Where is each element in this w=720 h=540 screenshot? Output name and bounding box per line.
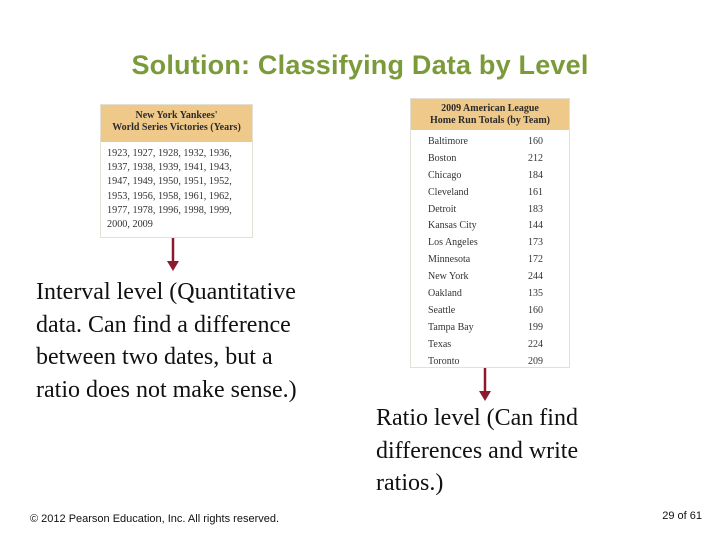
home-run-total: 135 — [528, 288, 543, 300]
al-home-run-table — [410, 98, 570, 368]
home-run-total: 183 — [528, 203, 543, 215]
al-table-header-line: Home Run Totals (by Team) — [429, 114, 551, 126]
al-table-rows — [411, 130, 569, 370]
yankees-years-line: 1953, 1956, 1958, 1961, 1962, — [107, 190, 232, 202]
table-row — [411, 185, 569, 202]
home-run-total: 172 — [528, 254, 543, 266]
table-row — [411, 303, 569, 320]
team-name: Cleveland — [428, 186, 469, 198]
team-name: Los Angeles — [428, 237, 478, 249]
table-row — [411, 151, 569, 168]
table-row — [411, 252, 569, 269]
ratio-text-line: Ratio level (Can find — [376, 405, 578, 431]
yankees-table-header — [101, 105, 252, 142]
yankees-years-line: 1947, 1949, 1950, 1951, 1952, — [107, 176, 232, 188]
ratio-level-text — [376, 402, 578, 500]
interval-text-line: ratio does not make sense.) — [36, 376, 297, 403]
table-row — [411, 168, 569, 185]
home-run-total: 184 — [528, 169, 543, 181]
table-row — [411, 286, 569, 303]
home-run-total: 173 — [528, 237, 543, 249]
interval-text-line: data. Can find a difference — [36, 311, 291, 338]
interval-text-line: between two dates, but a — [36, 344, 273, 370]
team-name: New York — [428, 271, 469, 283]
yankees-years-line: 1937, 1938, 1939, 1941, 1943, — [107, 162, 232, 174]
home-run-total: 209 — [528, 355, 543, 367]
interval-level-text — [36, 276, 297, 406]
interval-text-line: Interval level (Quantitative — [36, 279, 296, 305]
arrow-down-icon — [478, 368, 492, 402]
team-name: Tampa Bay — [428, 321, 474, 333]
yankees-table-header-line: New York Yankees' — [135, 110, 218, 121]
team-name: Texas — [428, 338, 452, 350]
team-name: Chicago — [428, 169, 462, 181]
yankees-years-line: 1923, 1927, 1928, 1932, 1936, — [107, 148, 232, 159]
team-name: Detroit — [428, 203, 457, 215]
slide-title: Solution: Classifying Data by Level — [131, 50, 589, 80]
table-row — [411, 269, 569, 286]
team-name: Minnesota — [428, 254, 471, 266]
yankees-table-body — [101, 142, 252, 232]
team-name: Baltimore — [428, 136, 468, 147]
al-table-header — [411, 99, 569, 130]
table-row — [411, 320, 569, 337]
ratio-text-line: ratios.) — [376, 470, 444, 496]
team-name: Oakland — [428, 288, 462, 300]
arrow-down-icon — [166, 238, 180, 272]
team-name: Kansas City — [428, 220, 477, 232]
table-row — [411, 337, 569, 354]
table-row — [411, 202, 569, 219]
home-run-total: 160 — [528, 136, 543, 147]
team-name: Boston — [428, 152, 457, 164]
yankees-years-line: 1977, 1978, 1996, 1998, 1999, — [107, 204, 232, 216]
copyright-footer: © 2012 Pearson Education, Inc. All rights reserved. — [30, 513, 280, 525]
yankees-table — [100, 104, 253, 238]
ratio-text-line: differences and write — [376, 437, 579, 464]
home-run-total: 199 — [528, 321, 543, 333]
home-run-total: 144 — [528, 220, 543, 232]
home-run-total: 161 — [528, 186, 543, 198]
team-name: Seattle — [428, 304, 456, 316]
table-row — [411, 134, 569, 151]
home-run-total: 160 — [528, 304, 543, 316]
al-table-header-line: 2009 American League — [441, 103, 539, 114]
team-name: Toronto — [428, 355, 460, 367]
table-row — [411, 218, 569, 235]
page-number: 29 of 61 — [662, 510, 702, 522]
home-run-total: 224 — [528, 338, 543, 350]
home-run-total: 244 — [528, 271, 543, 283]
yankees-table-header-line: World Series Victories (Years) — [112, 122, 241, 133]
home-run-total: 212 — [528, 152, 543, 164]
yankees-years-line: 2000, 2009 — [107, 219, 153, 231]
table-row — [411, 235, 569, 252]
